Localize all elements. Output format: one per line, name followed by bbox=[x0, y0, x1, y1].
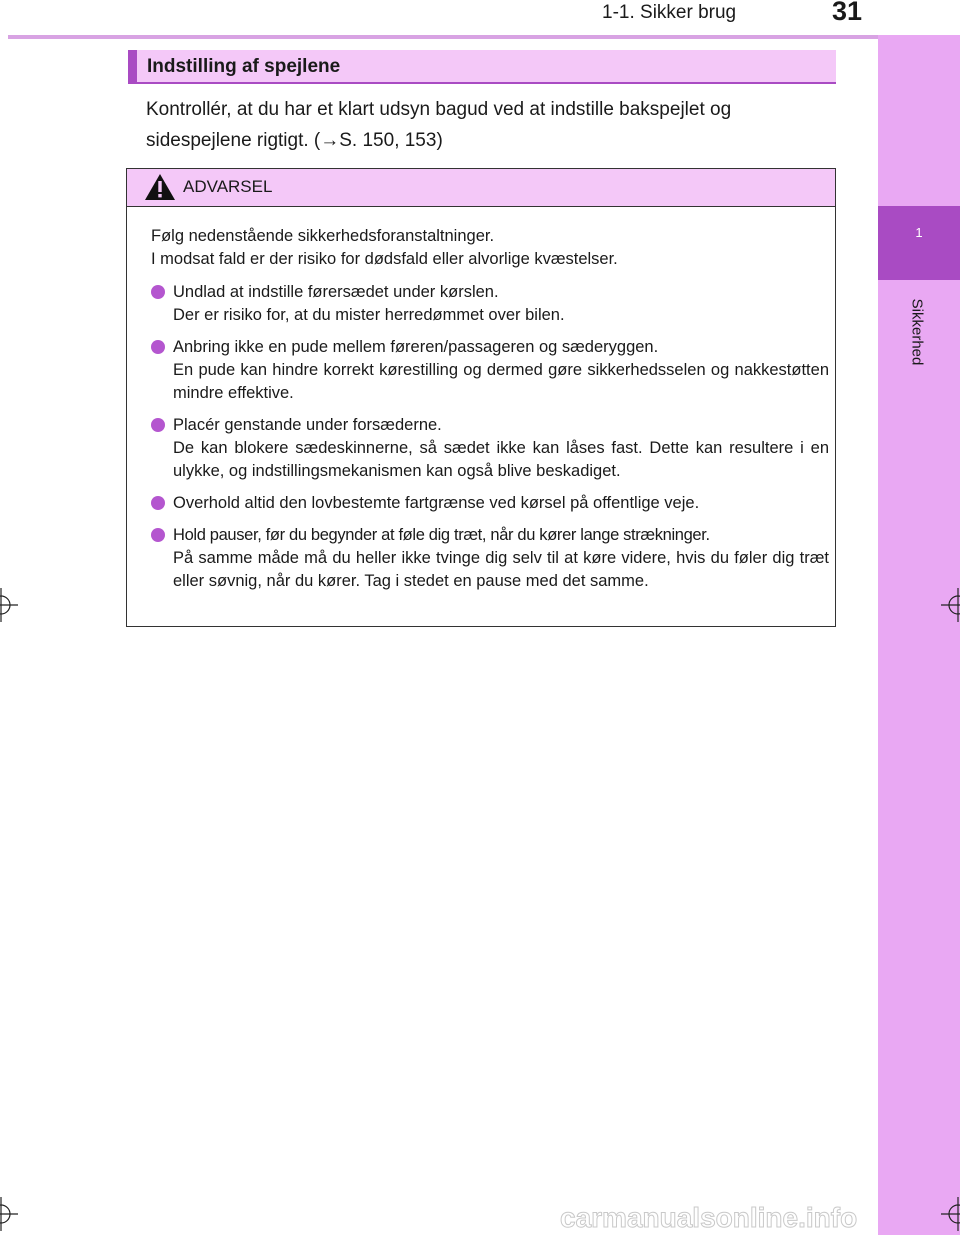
bullet-icon bbox=[151, 418, 165, 432]
side-tab-label: Sikkerhed bbox=[908, 298, 926, 366]
warning-item-text: Overhold altid den lovbestemte fartgrænse ved kørsel på offentlige veje. bbox=[173, 494, 700, 512]
warning-item-text: Hold pauser, før du begynder at føle dig træt, når du kører lange strækninger. bbox=[173, 526, 710, 544]
bullet-icon bbox=[151, 496, 165, 510]
registration-mark-icon bbox=[0, 1197, 18, 1231]
section-intro-line-1: Kontrollér, at du har et klart udsyn bagud ved at indstille bakspejlet og bbox=[146, 99, 732, 120]
warning-body bbox=[151, 225, 829, 602]
section-intro bbox=[146, 94, 846, 156]
warning-item bbox=[151, 524, 829, 593]
warning-intro-line-2: I modsat fald er der risiko for dødsfald eller alvorlige kvæstelser. bbox=[151, 250, 618, 268]
warning-box bbox=[126, 168, 836, 627]
page-number: 31 bbox=[832, 0, 863, 26]
warning-intro bbox=[151, 225, 829, 271]
header-section-title: 1-1. Sikker brug bbox=[602, 2, 737, 23]
warning-title: ADVARSEL bbox=[183, 177, 273, 196]
side-tab-active-block bbox=[878, 206, 960, 280]
header-rule bbox=[8, 35, 878, 39]
svg-text:carmanualsonline.info: carmanualsonline.info bbox=[560, 1202, 858, 1233]
warning-item bbox=[151, 414, 829, 483]
bullet-icon bbox=[151, 528, 165, 542]
registration-mark-icon bbox=[941, 1197, 960, 1231]
warning-item-text: Undlad at indstille førersædet under kørslen. bbox=[173, 283, 499, 301]
warning-item-text: Placér genstande under forsæderne. bbox=[173, 416, 442, 434]
registration-mark-icon bbox=[0, 588, 18, 622]
warning-header bbox=[127, 169, 835, 207]
section-intro-line-2: sidespejlene rigtigt. (→S. 150, 153) bbox=[146, 130, 443, 151]
bullet-icon bbox=[151, 340, 165, 354]
warning-item-text: Anbring ikke en pude mellem føreren/passageren og sæderyggen. bbox=[173, 338, 659, 356]
section-heading bbox=[128, 50, 836, 84]
watermark-logo bbox=[560, 1200, 940, 1234]
warning-intro-line-1: Følg nedenstående sikkerhedsforanstaltninger. bbox=[151, 227, 495, 245]
warning-item-text: De kan blokere sædeskinnerne, så sædet ikke kan låses fast. Dette kan resultere i en ulykke, og indstillingsmekanismen kan også blive beskadiget. bbox=[173, 439, 829, 480]
registration-mark-icon bbox=[941, 588, 960, 622]
warning-item bbox=[151, 336, 829, 405]
warning-item bbox=[151, 492, 829, 515]
section-heading-text: Indstilling af spejlene bbox=[147, 56, 341, 77]
warning-item-text: På samme måde må du heller ikke tvinge dig selv til at køre videre, hvis du føler dig træt eller søvnig, når du kører. Tag i stedet en pause med det samme. bbox=[173, 549, 829, 590]
bullet-icon bbox=[151, 285, 165, 299]
warning-item bbox=[151, 281, 829, 327]
warning-item-text: En pude kan hindre korrekt kørestilling og dermed gøre sikkerhedsselen og nakkestøtten mindre effektive. bbox=[173, 361, 829, 402]
warning-item-text: Der er risiko for, at du mister herredømmet over bilen. bbox=[173, 306, 565, 324]
warning-triangle-icon bbox=[144, 173, 176, 201]
side-tab-number: 1 bbox=[915, 225, 923, 240]
